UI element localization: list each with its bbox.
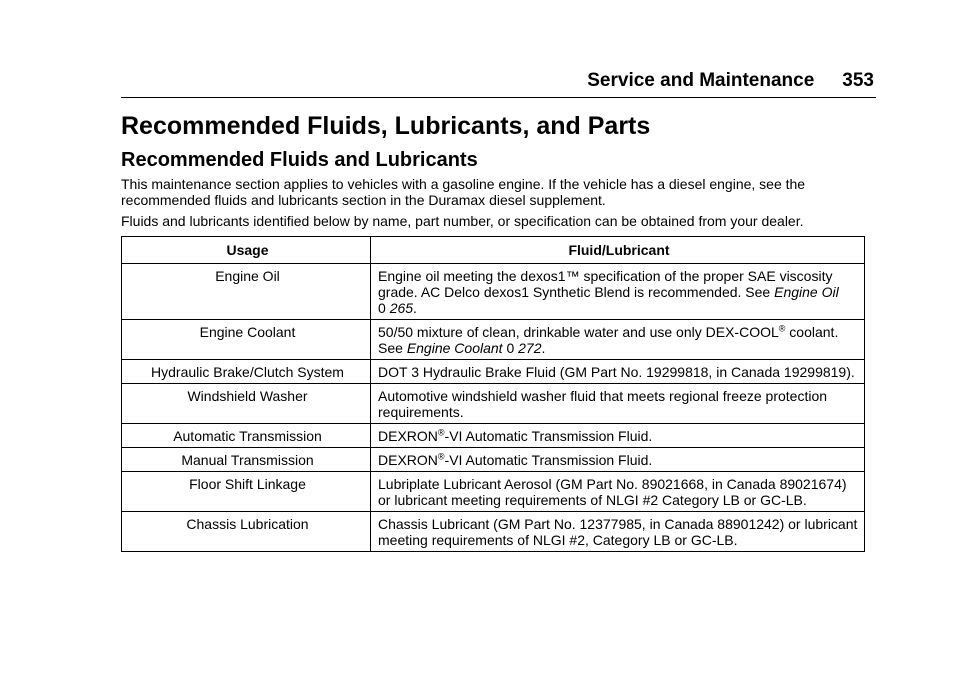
page-ref-icon: 0 [506, 340, 515, 356]
fluid-text-cont: -VI Automatic Transmission Fluid. [444, 428, 653, 444]
table-row [122, 320, 865, 360]
fluid-text: 50/50 mixture of clean, drinkable water and use only DEX-COOL [378, 324, 779, 340]
engine-coolant-link[interactable]: Engine Coolant [406, 340, 503, 356]
table-row [122, 264, 865, 320]
header-divider [121, 97, 876, 98]
fluid-text-end: . [413, 300, 417, 316]
table-row [122, 384, 865, 424]
fluid-cell [371, 320, 865, 360]
page-title: Recommended Fluids, Lubricants, and Parts [121, 112, 651, 140]
usage-cell: Hydraulic Brake/Clutch System [122, 360, 371, 384]
fluid-cell: Chassis Lubricant (GM Part No. 12377985, in Canada 88901242) or lubricant meeting requirements of NLGI #2, Category LB or GC-LB. [371, 512, 865, 552]
table-row [122, 512, 865, 552]
usage-cell: Automatic Transmission [122, 424, 371, 448]
page-number: 353 [842, 70, 874, 91]
engine-oil-link[interactable]: Engine Oil [774, 284, 839, 300]
fluid-column-header: Fluid/Lubricant [371, 237, 865, 264]
table-header-row [122, 237, 865, 264]
intro-paragraph: This maintenance section applies to vehicles with a gasoline engine. If the vehicle has a diesel engine, see the recommended fluids and lubricants section in the Duramax diesel supplement. [121, 176, 806, 208]
page-header [587, 70, 874, 92]
table-row [122, 360, 865, 384]
usage-cell: Manual Transmission [122, 448, 371, 472]
usage-column-header: Usage [122, 237, 371, 264]
fluid-cell [371, 264, 865, 320]
table-row [122, 472, 865, 512]
fluid-text: DEXRON [378, 452, 438, 468]
fluid-cell [371, 424, 865, 448]
section-title: Service and Maintenance [587, 70, 815, 91]
fluid-cell: Automotive windshield washer fluid that meets regional freeze protection requirements. [371, 384, 865, 424]
fluid-cell [371, 448, 865, 472]
usage-cell: Chassis Lubrication [122, 512, 371, 552]
fluid-text-end: . [541, 340, 546, 356]
usage-cell: Engine Oil [122, 264, 371, 320]
fluid-cell: DOT 3 Hydraulic Brake Fluid (GM Part No. 19299818, in Canada 19299819). [371, 360, 865, 384]
registered-mark: ® [437, 427, 445, 438]
registered-mark: ® [778, 323, 786, 334]
fluid-text: Engine oil meeting the dexos1™ specification of the proper SAE viscosity grade. AC Delco dexos1 Synthetic Blend is recommended. See [378, 268, 833, 300]
section-subtitle: Recommended Fluids and Lubricants [121, 149, 478, 171]
usage-cell: Windshield Washer [122, 384, 371, 424]
fluid-text: DEXRON [378, 428, 438, 444]
fluid-cell: Lubriplate Lubricant Aerosol (GM Part No. 89021668, in Canada 89021674) or lubricant meeting requirements of NLGI #2 Category LB or GC-LB. [371, 472, 865, 512]
table-row [122, 448, 865, 472]
fluids-table [121, 236, 865, 552]
page-ref-link[interactable]: 265 [389, 300, 414, 316]
registered-mark: ® [437, 451, 445, 462]
usage-cell: Engine Coolant [122, 320, 371, 360]
fluid-text-cont: coolant. See [378, 324, 839, 356]
usage-cell: Floor Shift Linkage [122, 472, 371, 512]
page-ref-icon: 0 [378, 300, 386, 316]
fluid-text-cont: -VI Automatic Transmission Fluid. [444, 452, 653, 468]
page-ref-link[interactable]: 272 [518, 340, 542, 356]
dealer-note: Fluids and lubricants identified below by name, part number, or specification can be obtained from your dealer. [121, 213, 804, 229]
table-row [122, 424, 865, 448]
